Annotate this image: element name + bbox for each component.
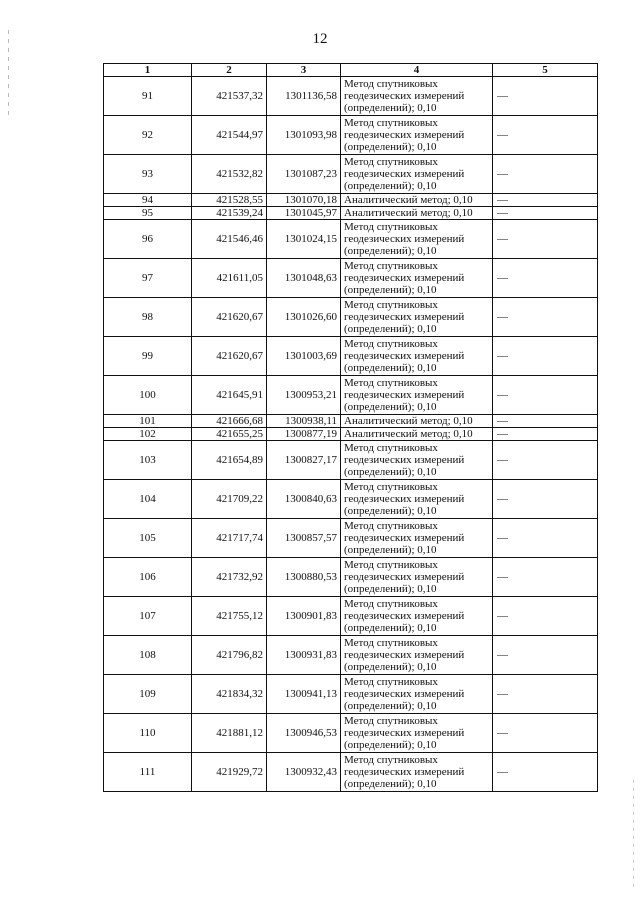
x-coordinate-cell: 421834,32 — [192, 675, 267, 714]
table-row — [104, 337, 598, 376]
x-coordinate-cell: 421620,67 — [192, 298, 267, 337]
method-accuracy-cell: Метод спутниковых геодезических измерений (определений); 0,10 — [341, 558, 493, 597]
point-number-cell: 102 — [104, 428, 192, 441]
table-row — [104, 597, 598, 636]
y-coordinate-cell: 1301026,60 — [267, 298, 341, 337]
x-coordinate-cell: 421544,97 — [192, 116, 267, 155]
method-accuracy-cell: Метод спутниковых геодезических измерений (определений); 0,10 — [341, 675, 493, 714]
point-number-cell: 100 — [104, 376, 192, 415]
y-coordinate-cell: 1300827,17 — [267, 441, 341, 480]
x-coordinate-cell: 421546,46 — [192, 220, 267, 259]
method-accuracy-cell: Аналитический метод; 0,10 — [341, 415, 493, 428]
method-accuracy-cell: Метод спутниковых геодезических измерений (определений); 0,10 — [341, 714, 493, 753]
table-row — [104, 207, 598, 220]
method-accuracy-cell: Метод спутниковых геодезических измерений (определений); 0,10 — [341, 376, 493, 415]
y-coordinate-cell: 1300901,83 — [267, 597, 341, 636]
coordinates-table-container — [103, 63, 597, 792]
table-row — [104, 415, 598, 428]
table-row — [104, 428, 598, 441]
point-number-cell: 95 — [104, 207, 192, 220]
table-row — [104, 77, 598, 116]
y-coordinate-cell: 1301070,18 — [267, 194, 341, 207]
x-coordinate-cell: 421732,92 — [192, 558, 267, 597]
table-row — [104, 155, 598, 194]
method-accuracy-cell: Метод спутниковых геодезических измерений (определений); 0,10 — [341, 116, 493, 155]
coordinates-table — [103, 63, 598, 792]
y-coordinate-cell: 1300840,63 — [267, 480, 341, 519]
column-5-cell: — — [493, 116, 598, 155]
point-number-cell: 111 — [104, 753, 192, 792]
column-5-cell: — — [493, 77, 598, 116]
column-5-cell: — — [493, 415, 598, 428]
point-number-cell: 91 — [104, 77, 192, 116]
table-row — [104, 753, 598, 792]
point-number-cell: 94 — [104, 194, 192, 207]
header-col-3: 3 — [267, 64, 341, 77]
point-number-cell: 108 — [104, 636, 192, 675]
y-coordinate-cell: 1300877,19 — [267, 428, 341, 441]
x-coordinate-cell: 421655,25 — [192, 428, 267, 441]
y-coordinate-cell: 1300941,13 — [267, 675, 341, 714]
y-coordinate-cell: 1301045,97 — [267, 207, 341, 220]
point-number-cell: 92 — [104, 116, 192, 155]
method-accuracy-cell: Метод спутниковых геодезических измерений (определений); 0,10 — [341, 480, 493, 519]
header-row — [104, 64, 598, 77]
column-5-cell: — — [493, 428, 598, 441]
point-number-cell: 97 — [104, 259, 192, 298]
y-coordinate-cell: 1301048,63 — [267, 259, 341, 298]
table-row — [104, 519, 598, 558]
page-number: 12 — [312, 31, 328, 47]
column-5-cell: — — [493, 636, 598, 675]
x-coordinate-cell: 421539,24 — [192, 207, 267, 220]
y-coordinate-cell: 1301136,58 — [267, 77, 341, 116]
method-accuracy-cell: Метод спутниковых геодезических измерений (определений); 0,10 — [341, 220, 493, 259]
point-number-cell: 93 — [104, 155, 192, 194]
point-number-cell: 96 — [104, 220, 192, 259]
column-5-cell: — — [493, 337, 598, 376]
table-header — [104, 64, 598, 77]
y-coordinate-cell: 1300857,57 — [267, 519, 341, 558]
column-5-cell: — — [493, 753, 598, 792]
column-5-cell: — — [493, 207, 598, 220]
header-col-2: 2 — [192, 64, 267, 77]
method-accuracy-cell: Метод спутниковых геодезических измерений (определений); 0,10 — [341, 441, 493, 480]
column-5-cell: — — [493, 519, 598, 558]
method-accuracy-cell: Аналитический метод; 0,10 — [341, 428, 493, 441]
table-row — [104, 220, 598, 259]
x-coordinate-cell: 421611,05 — [192, 259, 267, 298]
point-number-cell: 106 — [104, 558, 192, 597]
header-col-5: 5 — [493, 64, 598, 77]
method-accuracy-cell: Метод спутниковых геодезических измерений (определений); 0,10 — [341, 636, 493, 675]
table-row — [104, 636, 598, 675]
y-coordinate-cell: 1301087,23 — [267, 155, 341, 194]
y-coordinate-cell: 1300953,21 — [267, 376, 341, 415]
table-row — [104, 675, 598, 714]
x-coordinate-cell: 421929,72 — [192, 753, 267, 792]
point-number-cell: 103 — [104, 441, 192, 480]
table-row — [104, 259, 598, 298]
y-coordinate-cell: 1300946,53 — [267, 714, 341, 753]
column-5-cell: — — [493, 480, 598, 519]
margin-scan-mark-right — [633, 780, 634, 890]
column-5-cell: — — [493, 714, 598, 753]
y-coordinate-cell: 1301003,69 — [267, 337, 341, 376]
point-number-cell: 110 — [104, 714, 192, 753]
column-5-cell: — — [493, 220, 598, 259]
table-row — [104, 116, 598, 155]
point-number-cell: 109 — [104, 675, 192, 714]
column-5-cell: — — [493, 558, 598, 597]
method-accuracy-cell: Метод спутниковых геодезических измерений (определений); 0,10 — [341, 337, 493, 376]
x-coordinate-cell: 421796,82 — [192, 636, 267, 675]
x-coordinate-cell: 421528,55 — [192, 194, 267, 207]
method-accuracy-cell: Метод спутниковых геодезических измерений (определений); 0,10 — [341, 155, 493, 194]
table-row — [104, 480, 598, 519]
y-coordinate-cell: 1300931,83 — [267, 636, 341, 675]
point-number-cell: 105 — [104, 519, 192, 558]
x-coordinate-cell: 421709,22 — [192, 480, 267, 519]
x-coordinate-cell: 421537,32 — [192, 77, 267, 116]
column-5-cell: — — [493, 298, 598, 337]
table-row — [104, 298, 598, 337]
y-coordinate-cell: 1300938,11 — [267, 415, 341, 428]
x-coordinate-cell: 421666,68 — [192, 415, 267, 428]
table-row — [104, 441, 598, 480]
method-accuracy-cell: Метод спутниковых геодезических измерений (определений); 0,10 — [341, 519, 493, 558]
method-accuracy-cell: Метод спутниковых геодезических измерений (определений); 0,10 — [341, 259, 493, 298]
method-accuracy-cell: Метод спутниковых геодезических измерений (определений); 0,10 — [341, 597, 493, 636]
table-row — [104, 376, 598, 415]
x-coordinate-cell: 421717,74 — [192, 519, 267, 558]
point-number-cell: 99 — [104, 337, 192, 376]
column-5-cell: — — [493, 194, 598, 207]
header-col-4: 4 — [341, 64, 493, 77]
method-accuracy-cell: Метод спутниковых геодезических измерений (определений); 0,10 — [341, 298, 493, 337]
table-row — [104, 714, 598, 753]
table-row — [104, 194, 598, 207]
x-coordinate-cell: 421532,82 — [192, 155, 267, 194]
method-accuracy-cell: Аналитический метод; 0,10 — [341, 207, 493, 220]
column-5-cell: — — [493, 597, 598, 636]
x-coordinate-cell: 421620,67 — [192, 337, 267, 376]
y-coordinate-cell: 1300932,43 — [267, 753, 341, 792]
y-coordinate-cell: 1301093,98 — [267, 116, 341, 155]
point-number-cell: 104 — [104, 480, 192, 519]
x-coordinate-cell: 421645,91 — [192, 376, 267, 415]
column-5-cell: — — [493, 675, 598, 714]
x-coordinate-cell: 421881,12 — [192, 714, 267, 753]
y-coordinate-cell: 1300880,53 — [267, 558, 341, 597]
table-row — [104, 558, 598, 597]
column-5-cell: — — [493, 441, 598, 480]
y-coordinate-cell: 1301024,15 — [267, 220, 341, 259]
x-coordinate-cell: 421755,12 — [192, 597, 267, 636]
table-body — [104, 77, 598, 792]
point-number-cell: 98 — [104, 298, 192, 337]
method-accuracy-cell: Аналитический метод; 0,10 — [341, 194, 493, 207]
x-coordinate-cell: 421654,89 — [192, 441, 267, 480]
column-5-cell: — — [493, 259, 598, 298]
method-accuracy-cell: Метод спутниковых геодезических измерений (определений); 0,10 — [341, 77, 493, 116]
point-number-cell: 107 — [104, 597, 192, 636]
point-number-cell: 101 — [104, 415, 192, 428]
column-5-cell: — — [493, 376, 598, 415]
method-accuracy-cell: Метод спутниковых геодезических измерений (определений); 0,10 — [341, 753, 493, 792]
column-5-cell: — — [493, 155, 598, 194]
header-col-1: 1 — [104, 64, 192, 77]
